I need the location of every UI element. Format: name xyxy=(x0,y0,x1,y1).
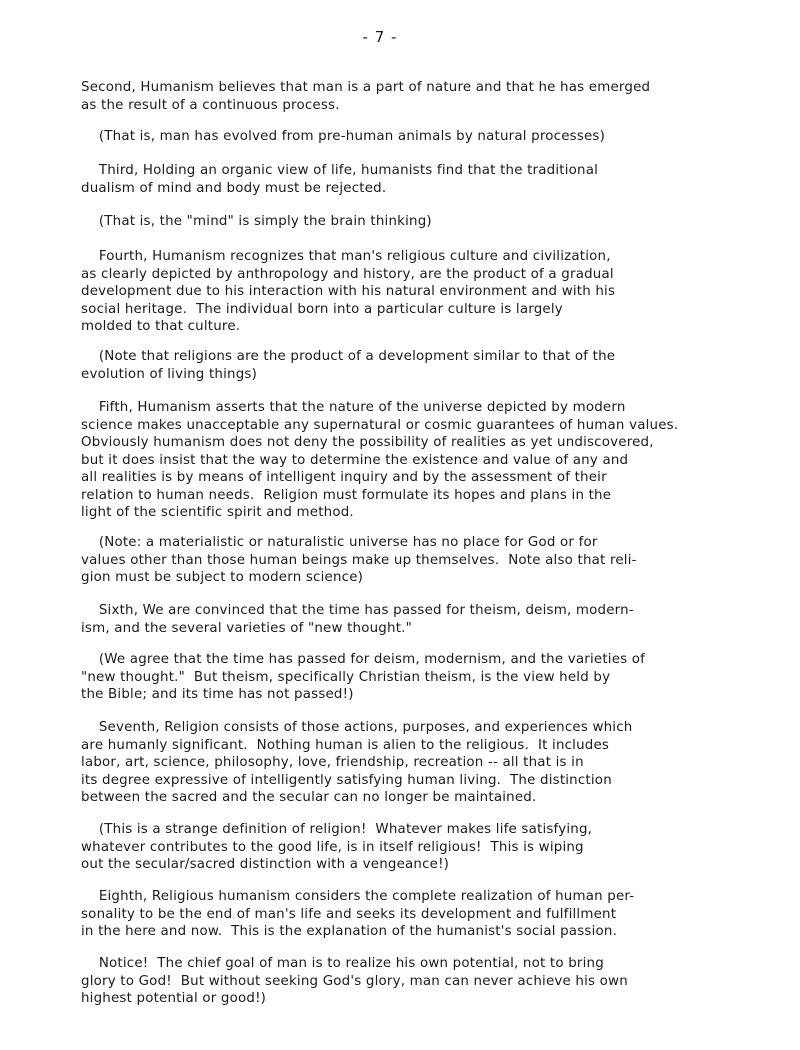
para-fifth: Fifth, Humanism asserts that the nature of the universe depicted by modern science makes unacceptable any supernatural or cosmic guarantees of human values. Obviously humanism does not deny the possibility of realities as yet undiscovered, but it does insist that the way to determine the existence and value of any and all realities is by means of intelligent inquiry and by the assessment of their relation to human needs. Religion must formulate its hopes and plans in the light of the scientific spirit and method. xyxy=(81,400,679,520)
note-third: (That is, the "mind" is simply the brain thinking) xyxy=(81,214,432,229)
page-number: - 7 - xyxy=(362,28,398,46)
note-seventh: (This is a strange definition of religion! Whatever makes life satisfying, whatever contributes to the good life, is in itself religious! This is wiping out the secular/sacred distinction with a vengeance!) xyxy=(81,822,593,872)
note-fifth: (Note: a materialistic or naturalistic universe has no place for God or for values other than those human beings make up themselves. Note also that reli- gion must be subject to modern science) xyxy=(81,535,637,585)
note-eighth: Notice! The chief goal of man is to realize his own potential, not to bring glory to God! But without seeking God's glory, man can never achieve his own highest potential or good!) xyxy=(81,956,628,1006)
para-fourth: Fourth, Humanism recognizes that man's religious culture and civilization, as clearly depicted by anthropology and history, are the product of a gradual development due to his interaction with his natural environment and with his social heritage. The individual born into a particular culture is largely molded to that culture. xyxy=(81,249,616,334)
note-sixth: (We agree that the time has passed for deism, modernism, and the varieties of "new thought." But theism, specifically Christian theism, is the view held by the Bible; and its time has not passed!) xyxy=(81,652,646,702)
para-third: Third, Holding an organic view of life, humanists find that the traditional dualism of mind and body must be rejected. xyxy=(81,163,599,196)
note-fourth: (Note that religions are the product of a development similar to that of the evolution of living things) xyxy=(81,349,616,382)
para-eighth: Eighth, Religious humanism considers the complete realization of human per- sonality to be the end of man's life and seeks its development and fulfillment in the here and now. This is the explanation of the humanist's social passion. xyxy=(81,889,635,939)
para-sixth: Sixth, We are convinced that the time has passed for theism, deism, modern- ism, and the several varieties of "new thought." xyxy=(81,603,634,636)
para-seventh: Seventh, Religion consists of those actions, purposes, and experiences which are humanly significant. Nothing human is alien to the religious. It includes labor, art, science, philosophy, love, friendship, recreation -- all that is in its degree expressive of intelligently satisfying human living. The distinction between the sacred and the secular can no longer be maintained. xyxy=(81,720,633,805)
note-second: (That is, man has evolved from pre-human animals by natural processes) xyxy=(81,129,606,144)
para-second: Second, Humanism believes that man is a part of nature and that he has emerged as the result of a continuous process. xyxy=(81,80,651,113)
